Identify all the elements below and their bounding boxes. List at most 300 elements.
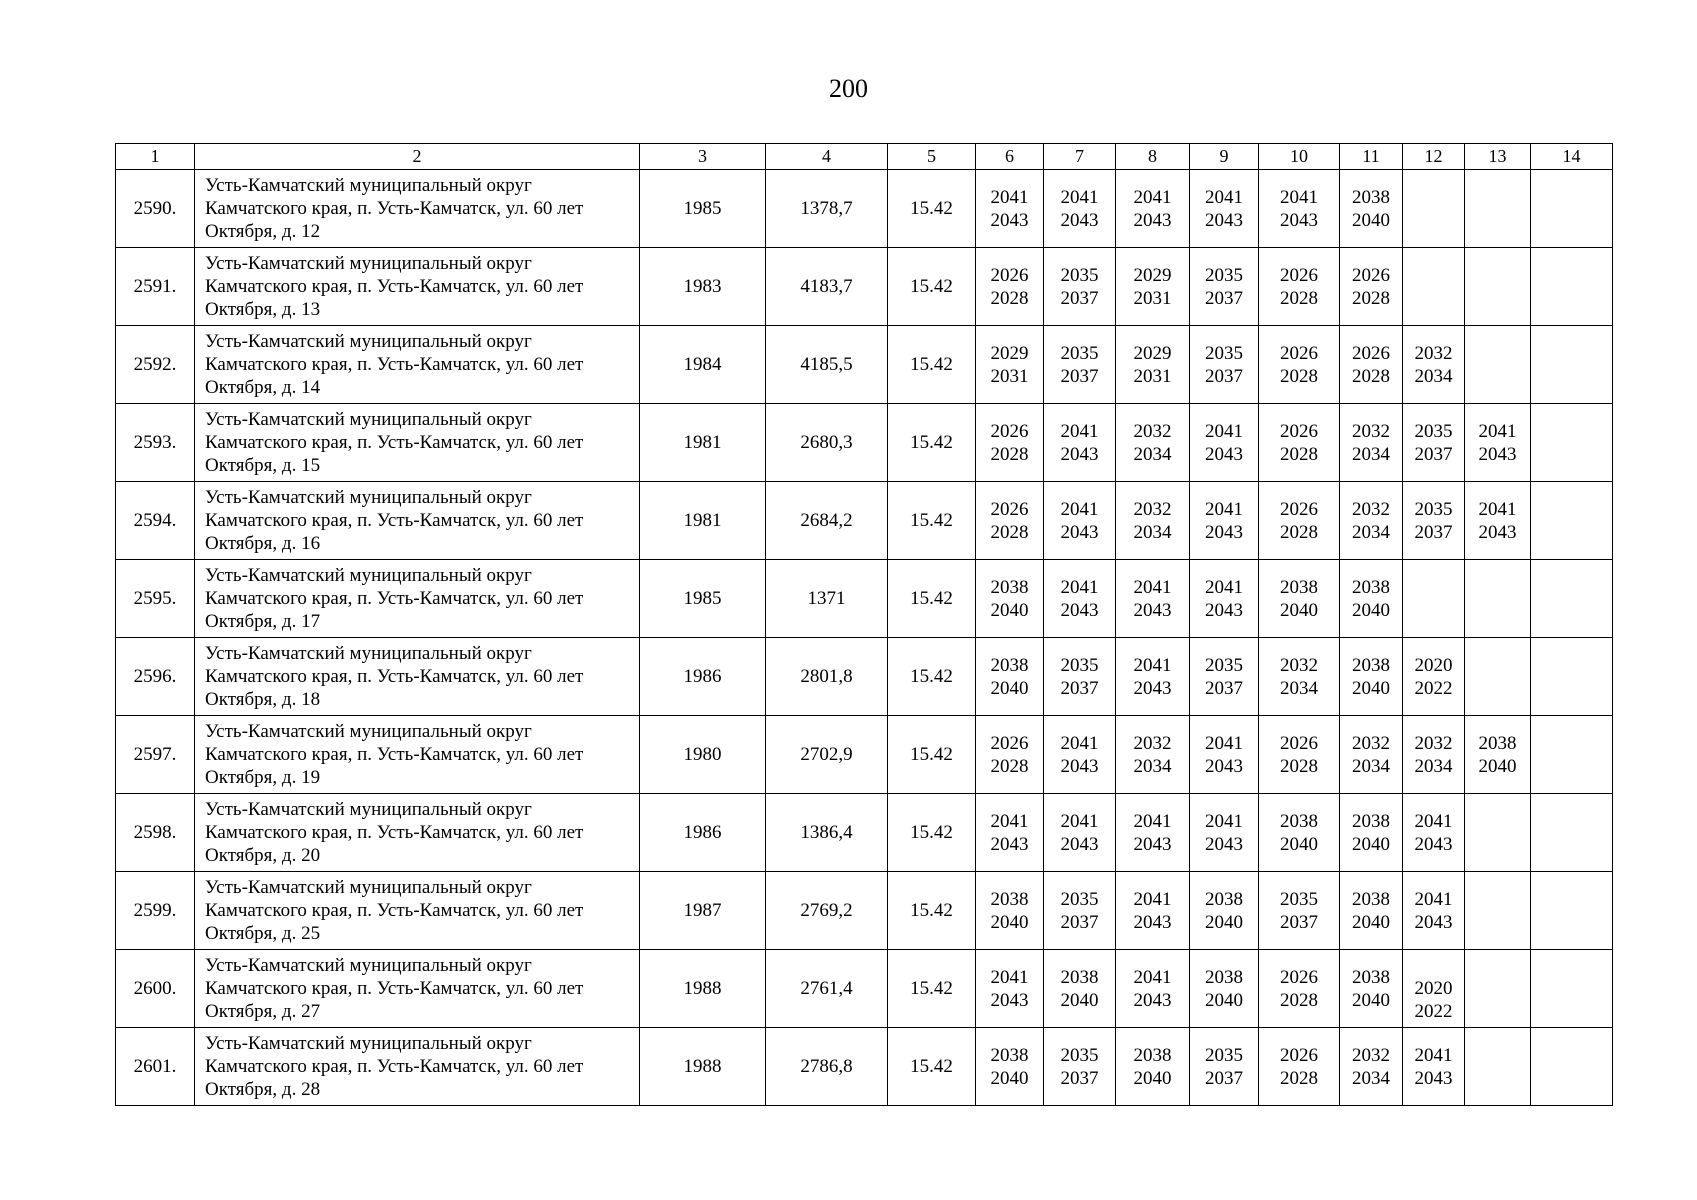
period-cell-col-7 xyxy=(1044,326,1116,404)
code-cell: 15.42 xyxy=(888,482,976,560)
table-row xyxy=(116,872,1613,950)
period-year: 2028 xyxy=(1352,365,1390,387)
period-cell-col-14 xyxy=(1531,794,1613,872)
period-cell-col-11 xyxy=(1340,482,1403,560)
period-year: 2041 xyxy=(1133,186,1172,208)
period-year: 2038 xyxy=(990,888,1029,910)
address-line: Усть-Камчатский муниципальный округ xyxy=(205,487,532,508)
period-range xyxy=(1352,966,1390,1012)
period-year: 2043 xyxy=(1414,911,1453,933)
period-year: 2040 xyxy=(1205,911,1243,933)
period-year: 2043 xyxy=(1060,443,1099,465)
period-range xyxy=(1061,810,1099,856)
period-year: 2043 xyxy=(1133,209,1172,231)
period-year: 2034 xyxy=(1352,755,1390,777)
schedule-table xyxy=(115,143,1613,1106)
period-year: 2041 xyxy=(1133,654,1172,676)
period-year: 2038 xyxy=(1352,888,1390,910)
period-cell-col-12 xyxy=(1403,560,1465,638)
column-header-1: 1 xyxy=(116,144,195,170)
period-year: 2026 xyxy=(990,420,1029,442)
address-line: Усть-Камчатский муниципальный округ xyxy=(205,331,532,352)
period-range xyxy=(1061,264,1099,310)
period-year: 2038 xyxy=(1205,888,1243,910)
period-cell-col-12 xyxy=(1403,482,1465,560)
period-year: 2040 xyxy=(1352,911,1390,933)
page-number: 200 xyxy=(829,74,868,103)
period-year: 2026 xyxy=(1280,966,1318,988)
period-cell-col-10 xyxy=(1259,638,1340,716)
period-year: 2026 xyxy=(990,264,1029,286)
address-line: Усть-Камчатский муниципальный округ xyxy=(205,565,532,586)
address-line: Октября, д. 17 xyxy=(205,611,321,632)
period-cell-col-7 xyxy=(1044,872,1116,950)
table-body xyxy=(116,144,1613,1106)
column-header-12: 12 xyxy=(1403,144,1465,170)
period-range xyxy=(1352,654,1390,700)
address-line: Камчатского края, п. Усть-Камчатск, ул. 60 лет xyxy=(205,978,584,999)
table-row xyxy=(116,1028,1613,1106)
period-range xyxy=(991,264,1029,310)
period-year: 2043 xyxy=(1414,833,1453,855)
period-year: 2043 xyxy=(1060,833,1099,855)
period-cell-col-14 xyxy=(1531,326,1613,404)
period-year: 2034 xyxy=(1280,677,1318,699)
period-range xyxy=(1280,732,1318,778)
period-cell-col-11 xyxy=(1340,404,1403,482)
column-header-6: 6 xyxy=(976,144,1044,170)
period-range xyxy=(1415,420,1453,466)
code-cell: 15.42 xyxy=(888,872,976,950)
period-year: 2038 xyxy=(1060,966,1099,988)
period-year: 2037 xyxy=(1060,677,1099,699)
area-cell: 4183,7 xyxy=(766,248,888,326)
address-line: Камчатского края, п. Усть-Камчатск, ул. 60 лет xyxy=(205,900,584,921)
period-year: 2043 xyxy=(1060,755,1099,777)
address-line: Октября, д. 13 xyxy=(205,299,321,320)
period-year: 2041 xyxy=(1133,888,1172,910)
period-cell-col-14 xyxy=(1531,638,1613,716)
period-year: 2040 xyxy=(1352,989,1390,1011)
column-header-3: 3 xyxy=(640,144,766,170)
period-range xyxy=(1205,966,1243,1012)
period-year: 2037 xyxy=(1060,1067,1099,1089)
address-cell xyxy=(195,950,640,1028)
row-number: 2601. xyxy=(116,1028,195,1106)
period-year: 2035 xyxy=(1060,1044,1099,1066)
code-cell: 15.42 xyxy=(888,950,976,1028)
period-year: 2034 xyxy=(1414,755,1453,777)
period-cell-col-13 xyxy=(1465,560,1531,638)
period-cell-col-7 xyxy=(1044,1028,1116,1106)
period-range xyxy=(991,576,1029,622)
period-cell-col-9 xyxy=(1190,794,1259,872)
code-cell: 15.42 xyxy=(888,794,976,872)
column-header-4: 4 xyxy=(766,144,888,170)
area-cell: 1371 xyxy=(766,560,888,638)
period-year: 2026 xyxy=(990,732,1029,754)
period-year: 2037 xyxy=(1205,1067,1243,1089)
row-number: 2592. xyxy=(116,326,195,404)
year-cell: 1981 xyxy=(640,482,766,560)
period-cell-col-11 xyxy=(1340,950,1403,1028)
address-line: Камчатского края, п. Усть-Камчатск, ул. 60 лет xyxy=(205,276,584,297)
period-range xyxy=(1061,1044,1099,1090)
period-year: 2035 xyxy=(1414,420,1453,442)
period-cell-col-8 xyxy=(1116,482,1190,560)
period-year: 2026 xyxy=(1280,498,1318,520)
period-year: 2041 xyxy=(1205,498,1243,520)
period-cell-col-12 xyxy=(1403,1028,1465,1106)
period-range xyxy=(1134,654,1172,700)
period-year: 2035 xyxy=(1205,264,1243,286)
period-cell-col-14 xyxy=(1531,482,1613,560)
period-range xyxy=(1352,420,1390,466)
column-header-7: 7 xyxy=(1044,144,1116,170)
period-cell-col-11 xyxy=(1340,716,1403,794)
address-line: Усть-Камчатский муниципальный округ xyxy=(205,877,532,898)
period-cell-col-14 xyxy=(1531,170,1613,248)
period-year: 2031 xyxy=(1133,365,1172,387)
period-year: 2043 xyxy=(1133,677,1172,699)
period-range xyxy=(1205,264,1243,310)
period-range xyxy=(1134,498,1172,544)
period-year: 2026 xyxy=(1280,342,1318,364)
period-cell-col-10 xyxy=(1259,1028,1340,1106)
code-cell: 15.42 xyxy=(888,170,976,248)
period-cell-col-9 xyxy=(1190,482,1259,560)
period-cell-col-9 xyxy=(1190,872,1259,950)
period-cell-col-7 xyxy=(1044,248,1116,326)
period-cell-col-11 xyxy=(1340,872,1403,950)
address-line: Октября, д. 25 xyxy=(205,923,321,944)
period-cell-col-10 xyxy=(1259,794,1340,872)
address-line: Усть-Камчатский муниципальный округ xyxy=(205,175,532,196)
period-year: 2040 xyxy=(990,911,1029,933)
year-cell: 1981 xyxy=(640,404,766,482)
period-cell-col-6 xyxy=(976,248,1044,326)
period-cell-col-6 xyxy=(976,794,1044,872)
period-cell-col-12 xyxy=(1403,170,1465,248)
row-number: 2590. xyxy=(116,170,195,248)
period-cell-col-9 xyxy=(1190,170,1259,248)
period-year: 2043 xyxy=(1205,755,1243,777)
period-year: 2038 xyxy=(1352,186,1390,208)
area-cell: 2761,4 xyxy=(766,950,888,1028)
column-header-13: 13 xyxy=(1465,144,1531,170)
period-year: 2028 xyxy=(990,521,1029,543)
period-year: 2032 xyxy=(1414,342,1453,364)
address-cell xyxy=(195,404,640,482)
address-line: Камчатского края, п. Усть-Камчатск, ул. 60 лет xyxy=(205,744,584,765)
period-cell-col-8 xyxy=(1116,170,1190,248)
table-row xyxy=(116,404,1613,482)
period-range xyxy=(1415,498,1453,544)
year-cell: 1988 xyxy=(640,1028,766,1106)
address-cell xyxy=(195,1028,640,1106)
period-cell-col-10 xyxy=(1259,248,1340,326)
period-range xyxy=(1205,732,1243,778)
period-range xyxy=(1205,1044,1243,1090)
column-header-11: 11 xyxy=(1340,144,1403,170)
code-cell: 15.42 xyxy=(888,404,976,482)
code-cell: 15.42 xyxy=(888,326,976,404)
period-year: 2041 xyxy=(1478,498,1517,520)
period-range xyxy=(1134,576,1172,622)
table-row xyxy=(116,560,1613,638)
period-cell-col-12 xyxy=(1403,950,1465,1028)
address-cell xyxy=(195,248,640,326)
period-year: 2034 xyxy=(1133,755,1172,777)
period-cell-col-8 xyxy=(1116,872,1190,950)
period-cell-col-9 xyxy=(1190,638,1259,716)
period-cell-col-7 xyxy=(1044,638,1116,716)
period-year: 2026 xyxy=(1352,264,1390,286)
period-year: 2034 xyxy=(1352,443,1390,465)
period-year: 2028 xyxy=(1280,1067,1318,1089)
period-year: 2041 xyxy=(1060,810,1099,832)
table-row xyxy=(116,638,1613,716)
period-year: 2040 xyxy=(990,1067,1029,1089)
period-year: 2043 xyxy=(1205,521,1243,543)
period-range xyxy=(991,498,1029,544)
period-year: 2043 xyxy=(1478,521,1517,543)
period-cell-col-10 xyxy=(1259,326,1340,404)
period-cell-col-8 xyxy=(1116,638,1190,716)
period-year: 2020 xyxy=(1414,977,1453,999)
period-year: 2040 xyxy=(990,599,1029,621)
period-cell-col-13 xyxy=(1465,794,1531,872)
year-cell: 1984 xyxy=(640,326,766,404)
period-range xyxy=(991,1044,1029,1090)
period-range xyxy=(1134,186,1172,232)
period-range xyxy=(1352,264,1390,310)
period-year: 2038 xyxy=(1352,966,1390,988)
address-cell xyxy=(195,794,640,872)
period-cell-col-12 xyxy=(1403,794,1465,872)
period-year: 2038 xyxy=(1478,732,1517,754)
period-year: 2026 xyxy=(1280,732,1318,754)
period-range xyxy=(1280,654,1318,700)
period-range xyxy=(1134,888,1172,934)
period-range xyxy=(1352,186,1390,232)
period-range xyxy=(1134,342,1172,388)
period-cell-col-8 xyxy=(1116,326,1190,404)
period-year: 2043 xyxy=(990,209,1029,231)
period-year: 2041 xyxy=(1060,186,1099,208)
period-range xyxy=(1061,186,1099,232)
period-year: 2037 xyxy=(1205,677,1243,699)
period-cell-col-10 xyxy=(1259,170,1340,248)
period-cell-col-13 xyxy=(1465,404,1531,482)
address-cell xyxy=(195,326,640,404)
period-year: 2028 xyxy=(990,287,1029,309)
period-year: 2028 xyxy=(1280,989,1318,1011)
period-cell-col-12 xyxy=(1403,248,1465,326)
period-year: 2037 xyxy=(1280,911,1318,933)
period-cell-col-8 xyxy=(1116,716,1190,794)
period-range xyxy=(1479,420,1517,466)
period-year: 2038 xyxy=(1205,966,1243,988)
period-year: 2041 xyxy=(1133,966,1172,988)
period-year: 2032 xyxy=(1414,732,1453,754)
period-year: 2038 xyxy=(990,654,1029,676)
area-cell: 2801,8 xyxy=(766,638,888,716)
code-cell: 15.42 xyxy=(888,1028,976,1106)
period-range xyxy=(1061,420,1099,466)
period-range xyxy=(1205,342,1243,388)
period-year: 2041 xyxy=(1205,420,1243,442)
period-year: 2029 xyxy=(990,342,1029,364)
code-cell: 15.42 xyxy=(888,560,976,638)
address-line: Камчатского края, п. Усть-Камчатск, ул. 60 лет xyxy=(205,588,584,609)
period-cell-col-14 xyxy=(1531,560,1613,638)
row-number: 2596. xyxy=(116,638,195,716)
area-cell: 4185,5 xyxy=(766,326,888,404)
period-cell-col-9 xyxy=(1190,326,1259,404)
period-year: 2035 xyxy=(1205,342,1243,364)
row-number: 2595. xyxy=(116,560,195,638)
period-cell-col-11 xyxy=(1340,638,1403,716)
row-number: 2599. xyxy=(116,872,195,950)
area-cell: 1378,7 xyxy=(766,170,888,248)
address-line: Усть-Камчатский муниципальный округ xyxy=(205,253,532,274)
period-year: 2043 xyxy=(990,833,1029,855)
address-line: Октября, д. 14 xyxy=(205,377,321,398)
period-year: 2040 xyxy=(1352,677,1390,699)
period-cell-col-7 xyxy=(1044,950,1116,1028)
period-year: 2043 xyxy=(1060,209,1099,231)
period-year: 2041 xyxy=(1133,576,1172,598)
period-year: 2028 xyxy=(1280,365,1318,387)
period-year: 2032 xyxy=(1352,498,1390,520)
year-cell: 1985 xyxy=(640,170,766,248)
period-year: 2032 xyxy=(1133,732,1172,754)
period-year: 2028 xyxy=(1280,755,1318,777)
period-year: 2032 xyxy=(1133,498,1172,520)
address-cell xyxy=(195,872,640,950)
year-cell: 1988 xyxy=(640,950,766,1028)
period-year: 2043 xyxy=(1205,443,1243,465)
address-line: Октября, д. 15 xyxy=(205,455,321,476)
period-year: 2037 xyxy=(1060,365,1099,387)
period-year: 2043 xyxy=(990,989,1029,1011)
period-cell-col-13 xyxy=(1465,248,1531,326)
period-range xyxy=(991,420,1029,466)
period-year: 2043 xyxy=(1133,833,1172,855)
period-cell-col-11 xyxy=(1340,248,1403,326)
period-range xyxy=(1479,498,1517,544)
period-year: 2040 xyxy=(1352,209,1390,231)
period-cell-col-8 xyxy=(1116,248,1190,326)
period-cell-col-9 xyxy=(1190,950,1259,1028)
period-cell-col-9 xyxy=(1190,1028,1259,1106)
row-number: 2597. xyxy=(116,716,195,794)
period-cell-col-13 xyxy=(1465,482,1531,560)
period-range xyxy=(1415,654,1453,700)
period-cell-col-10 xyxy=(1259,560,1340,638)
period-cell-col-13 xyxy=(1465,638,1531,716)
column-header-14: 14 xyxy=(1531,144,1613,170)
period-cell-col-12 xyxy=(1403,716,1465,794)
period-range xyxy=(991,732,1029,778)
period-cell-col-7 xyxy=(1044,560,1116,638)
period-range xyxy=(1134,420,1172,466)
address-line: Октября, д. 16 xyxy=(205,533,321,554)
period-range xyxy=(1280,420,1318,466)
address-line: Октября, д. 18 xyxy=(205,689,321,710)
period-year: 2037 xyxy=(1205,365,1243,387)
period-range xyxy=(991,966,1029,1012)
period-year: 2035 xyxy=(1060,264,1099,286)
period-year: 2038 xyxy=(1280,576,1318,598)
period-range xyxy=(1205,810,1243,856)
address-line: Октября, д. 27 xyxy=(205,1001,321,1022)
period-year: 2038 xyxy=(990,576,1029,598)
period-range xyxy=(991,186,1029,232)
period-cell-col-6 xyxy=(976,326,1044,404)
period-range xyxy=(1352,498,1390,544)
period-cell-col-6 xyxy=(976,950,1044,1028)
row-number: 2594. xyxy=(116,482,195,560)
period-range xyxy=(1280,498,1318,544)
period-year: 2041 xyxy=(1205,186,1243,208)
period-cell-col-11 xyxy=(1340,560,1403,638)
period-year: 2043 xyxy=(1133,911,1172,933)
period-range xyxy=(1280,186,1318,232)
period-year: 2034 xyxy=(1133,443,1172,465)
period-cell-col-12 xyxy=(1403,638,1465,716)
period-range xyxy=(1205,186,1243,232)
period-year: 2041 xyxy=(990,186,1029,208)
period-cell-col-6 xyxy=(976,872,1044,950)
period-range xyxy=(1134,966,1172,1012)
period-year: 2040 xyxy=(1280,599,1318,621)
period-cell-col-14 xyxy=(1531,248,1613,326)
table-row xyxy=(116,248,1613,326)
period-range xyxy=(1134,1044,1172,1090)
period-year: 2034 xyxy=(1414,365,1453,387)
period-year: 2040 xyxy=(1060,989,1099,1011)
period-year: 2043 xyxy=(1414,1067,1453,1089)
period-cell-col-8 xyxy=(1116,560,1190,638)
period-year: 2028 xyxy=(990,443,1029,465)
period-year: 2041 xyxy=(1414,810,1453,832)
column-header-2: 2 xyxy=(195,144,640,170)
period-year: 2038 xyxy=(1133,1044,1172,1066)
period-cell-col-6 xyxy=(976,170,1044,248)
period-year: 2043 xyxy=(1133,989,1172,1011)
year-cell: 1983 xyxy=(640,248,766,326)
period-year: 2041 xyxy=(1414,1044,1453,1066)
column-header-9: 9 xyxy=(1190,144,1259,170)
column-header-8: 8 xyxy=(1116,144,1190,170)
period-range xyxy=(1280,1044,1318,1090)
period-year: 2043 xyxy=(1205,209,1243,231)
period-year: 2041 xyxy=(1060,732,1099,754)
period-cell-col-9 xyxy=(1190,560,1259,638)
period-year: 2026 xyxy=(1280,1044,1318,1066)
table-row xyxy=(116,716,1613,794)
period-range xyxy=(1415,1044,1453,1090)
period-cell-col-11 xyxy=(1340,326,1403,404)
period-year: 2040 xyxy=(1133,1067,1172,1089)
address-line: Камчатского края, п. Усть-Камчатск, ул. 60 лет xyxy=(205,1056,584,1077)
period-year: 2028 xyxy=(1352,287,1390,309)
period-range xyxy=(991,810,1029,856)
period-year: 2029 xyxy=(1133,342,1172,364)
period-year: 2038 xyxy=(1352,654,1390,676)
